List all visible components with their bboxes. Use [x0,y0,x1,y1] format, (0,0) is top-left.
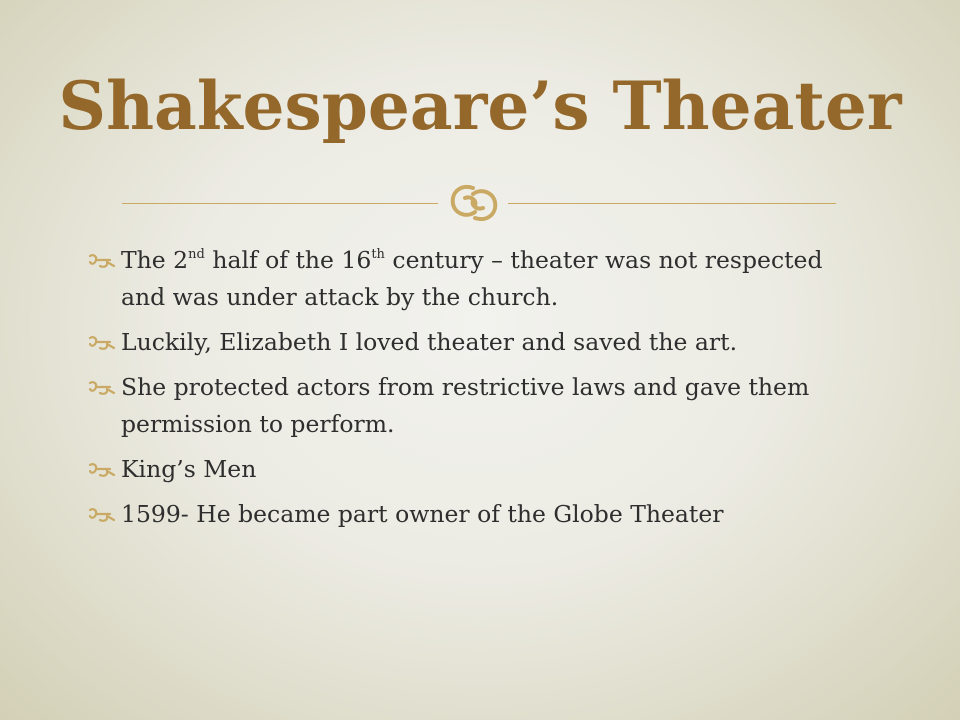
title-divider-right [508,203,836,204]
bullet-item [88,324,868,361]
bullet-item [88,496,868,533]
bullet-text: King’s Men [121,455,257,483]
scroll-bullet-icon [88,380,116,396]
bullet-text: Luckily, Elizabeth I loved theater and saved the art. [121,328,738,356]
scroll-bullet-icon [88,507,116,523]
scroll-bullet-icon [88,253,116,269]
bullet-item [88,242,868,316]
bullet-text: 1599- He became part owner of the Globe Theater [121,500,724,528]
bullet-text: The 2nd half of the 16th century – theater was not respected and was under attack by the church. [121,246,823,311]
ordinal-suffix: nd [188,247,205,262]
bullet-text: She protected actors from restrictive laws and gave them permission to perform. [121,373,810,438]
slide-title: Shakespeare’s Theater [58,67,902,145]
swirl-ornament-icon [443,178,505,228]
scroll-bullet-icon [88,335,116,351]
title-divider-left [122,203,438,204]
scroll-bullet-icon [88,462,116,478]
bullet-item [88,369,868,443]
bullet-item [88,451,868,488]
bullet-list [88,242,868,541]
ordinal-suffix: th [371,247,385,262]
